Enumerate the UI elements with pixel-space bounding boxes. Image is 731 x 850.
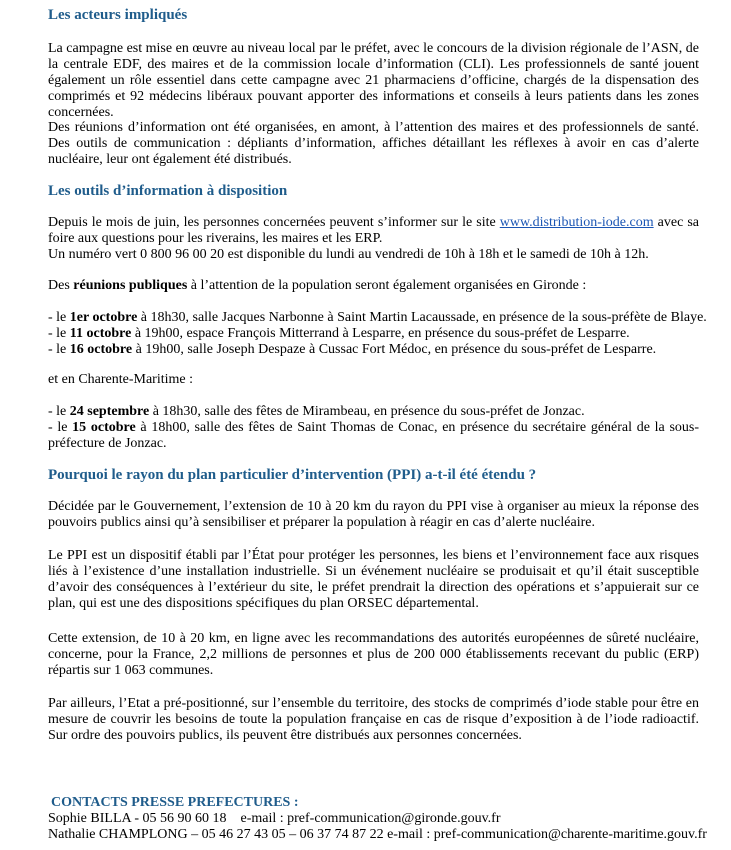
contact-gironde: Sophie BILLA - 05 56 90 60 18 e-mail : pref-communication@gironde.gouv.fr (48, 811, 501, 826)
meeting-date: 1er octobre (69, 310, 138, 325)
meeting-date: 24 septembre (69, 404, 150, 419)
meeting-prefix: - le (48, 342, 70, 357)
meeting-details: à 18h30, salle Jacques Narbonne à Saint Martin Lacaussade, en présence de la sous-préfète de Blaye. (137, 310, 707, 325)
contact-charente-maritime: Nathalie CHAMPLONG – 05 46 27 43 05 – 06 37 74 87 22 e-mail : pref-communication@charente-maritime.gouv.fr (48, 827, 707, 842)
charente-meeting-item (48, 420, 699, 452)
gironde-meeting-item (48, 342, 699, 358)
heading-actors: Les acteurs impliqués (48, 7, 188, 23)
meeting-details: à 18h00, salle des fêtes de Saint Thomas de Conac, en présence du secrétaire général de la sous-préfecture de Jonzac. (48, 420, 700, 451)
public-meetings-intro (48, 278, 699, 294)
site-outro-text: avec sa foire aux questions pour les riverains, les maires et les ERP. (48, 215, 699, 246)
meeting-prefix: - le (48, 326, 70, 341)
meetings-intro-pre: Des (48, 278, 74, 293)
charente-intro: et en Charente-Maritime : (48, 372, 193, 387)
ppi-paragraph-3: Cette extension, de 10 à 20 km, en ligne avec les recommandations des autorités européennes de sûreté nucléaire, concerne, pour la France, 2,2 millions de personnes et plus de 200 000 établissements recevant du public (ERP) répartis sur 1 063 communes. (48, 631, 699, 678)
site-intro-text: Depuis le mois de juin, les personnes concernées peuvent s’informer sur le site (48, 215, 500, 230)
ppi-paragraph-1: Décidée par le Gouvernement, l’extension de 10 à 20 km du rayon du PPI vise à organiser au mieux la réponse des pouvoirs publics ainsi qu’à sensibiliser et préparer la population à réagir en cas d’alerte nucléaire. (48, 499, 699, 530)
actors-paragraph-2: Des réunions d’information ont été organisées, en amont, à l’attention des maires et des professionnels de santé. Des outils de communication : dépliants d’information, affiches détaillant les réflexes à avoir en cas d’alerte nucléaire, leur ont également été distribués. (48, 120, 699, 167)
heading-tools: Les outils d’information à disposition (48, 183, 288, 199)
meetings-intro-post: à l’attention de la population seront également organisées en Gironde : (187, 278, 587, 293)
meetings-intro-bold: réunions publiques (73, 278, 188, 293)
meeting-details: à 19h00, salle Joseph Despaze à Cussac Fort Médoc, en présence du sous-préfet de Lesparre. (132, 342, 657, 357)
hotline-text: Un numéro vert 0 800 96 00 20 est disponible du lundi au vendredi de 10h à 18h et le samedi de 10h à 12h. (48, 247, 649, 262)
distribution-iode-link[interactable]: www.distribution-iode.com (499, 215, 654, 230)
meeting-date: 11 octobre (69, 326, 132, 341)
meeting-prefix: - le (48, 404, 70, 419)
contacts-title: CONTACTS PRESSE PREFECTURES : (51, 795, 299, 810)
meeting-details: à 19h00, espace François Mitterrand à Lesparre, en présence du sous-préfet de Lesparre. (131, 326, 630, 341)
meeting-prefix: - le (48, 420, 73, 435)
meeting-prefix: - le (48, 310, 70, 325)
heading-ppi: Pourquoi le rayon du plan particulier d’intervention (PPI) a-t-il été étendu ? (48, 467, 537, 483)
meeting-date: 15 octobre (72, 420, 136, 435)
gironde-meeting-item (48, 326, 699, 342)
actors-paragraph-1: La campagne est mise en œuvre au niveau local par le préfet, avec le concours de la division régionale de l’ASN, de la centrale EDF, des maires et de la commission locale d’information (CLI). Les professionnels de santé jouent également un rôle essentiel dans cette campagne avec 21 pharmaciens d’officine, chargés de la dispensation des comprimés et 92 médecins libéraux pouvant apporter des informations et conseils à leurs patients dans les zones concernées. (48, 41, 699, 120)
gironde-meeting-item (48, 310, 707, 326)
ppi-paragraph-2: Le PPI est un dispositif établi par l’État pour protéger les personnes, les biens et l’environnement face aux risques liés à l’existence d’une installation industrielle. Si un événement nucléaire se produisait et qu’il était susceptible d’avoir des conséquences à l’extérieur du site, le préfet prendrait la direction des opérations et s’appuierait sur ce plan, qui est une des dispositions spécifiques du plan ORSEC départemental. (48, 548, 699, 611)
tools-site-paragraph (48, 215, 699, 247)
ppi-paragraph-4: Par ailleurs, l’Etat a pré-positionné, sur l’ensemble du territoire, des stocks de comprimés d’iode stable pour être en mesure de couvrir les besoins de toute la population française en cas de risque d’exposition à de l’iode radioactif. Sur ordre des pouvoirs publics, ils peuvent être distribués aux personnes concernées. (48, 696, 699, 743)
meeting-date: 16 octobre (69, 342, 133, 357)
meeting-details: à 18h30, salle des fêtes de Mirambeau, en présence du sous-préfet de Jonzac. (149, 404, 585, 419)
charente-meeting-item (48, 404, 699, 420)
